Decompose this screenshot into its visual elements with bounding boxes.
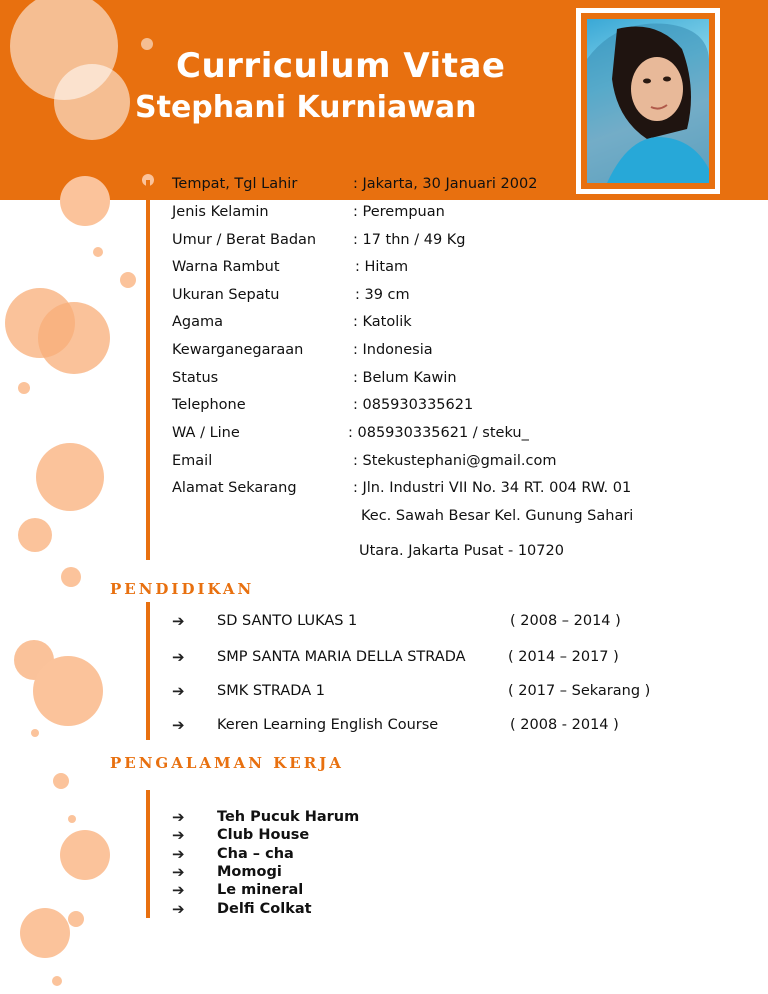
person-name: Stephani Kurniawan — [135, 90, 477, 125]
arrow-icon: ➔ — [172, 808, 185, 826]
info-value-status: : Belum Kawin — [353, 370, 457, 386]
info-value-hair: : Hitam — [355, 259, 409, 275]
work-item: Le mineral — [217, 882, 304, 898]
info-label-age-weight: Umur / Berat Badan — [172, 232, 317, 248]
decor-circle — [120, 272, 136, 288]
decor-circle — [18, 382, 30, 394]
info-label-gender: Jenis Kelamin — [172, 204, 269, 220]
decor-circle — [141, 38, 153, 50]
arrow-icon: ➔ — [172, 716, 185, 734]
cv-title: Curriculum Vitae — [176, 46, 506, 86]
info-label-shoe: Ukuran Sepatu — [172, 287, 280, 303]
arrow-icon: ➔ — [172, 863, 185, 881]
decor-circle — [68, 815, 76, 823]
info-label-email: Email — [172, 453, 213, 469]
arrow-icon: ➔ — [172, 648, 185, 666]
decor-circle — [18, 518, 52, 552]
info-value-religion: : Katolik — [353, 314, 412, 330]
decor-circle — [60, 830, 110, 880]
info-value-email: : Stekustephani@gmail.com — [353, 453, 557, 469]
decor-circle — [31, 729, 39, 737]
info-value-wa-line: : 085930335621 / steku_ — [348, 425, 529, 441]
decor-circle — [33, 656, 103, 726]
address-line-3: Utara. Jakarta Pusat - 10720 — [359, 543, 564, 559]
info-label-birth: Tempat, Tgl Lahir — [172, 176, 298, 192]
decor-circle — [61, 567, 81, 587]
work-item: Momogi — [217, 864, 282, 880]
decor-circle — [93, 247, 103, 257]
education-school: SMK STRADA 1 — [217, 683, 325, 699]
decor-circle — [68, 911, 84, 927]
decor-circle — [38, 302, 110, 374]
decor-circle — [60, 176, 110, 226]
decor-circle — [36, 443, 104, 511]
education-years: ( 2008 – 2014 ) — [510, 613, 621, 629]
info-value-gender: : Perempuan — [353, 204, 445, 220]
education-school: SD SANTO LUKAS 1 — [217, 613, 358, 629]
decor-circle — [53, 773, 69, 789]
info-label-wa-line: WA / Line — [172, 425, 240, 441]
info-label-telephone: Telephone — [172, 397, 246, 413]
profile-photo — [587, 19, 709, 183]
info-label-status: Status — [172, 370, 219, 386]
address-line-2: Kec. Sawah Besar Kel. Gunung Sahari — [361, 508, 634, 524]
arrow-icon: ➔ — [172, 881, 185, 899]
info-accent-bar — [146, 180, 150, 560]
arrow-icon: ➔ — [172, 845, 185, 863]
info-value-address: : Jln. Industri VII No. 34 RT. 004 RW. 01 — [353, 480, 632, 496]
info-value-telephone: : 085930335621 — [353, 397, 474, 413]
info-value-age-weight: : 17 thn / 49 Kg — [353, 232, 466, 248]
profile-photo-frame — [576, 8, 720, 194]
work-item: Teh Pucuk Harum — [217, 809, 360, 825]
profile-photo-border — [581, 13, 715, 189]
info-label-address: Alamat Sekarang — [172, 480, 297, 496]
info-label-citizenship: Kewarganegaraan — [172, 342, 304, 358]
info-value-citizenship: : Indonesia — [353, 342, 433, 358]
work-item: Delfi Colkat — [217, 901, 312, 917]
experience-accent-bar — [146, 790, 150, 918]
decor-circle — [54, 64, 130, 140]
decor-circle — [20, 908, 70, 958]
decor-circle — [52, 976, 62, 986]
arrow-icon: ➔ — [172, 612, 185, 630]
arrow-icon: ➔ — [172, 900, 185, 918]
info-value-birth: : Jakarta, 30 Januari 2002 — [353, 176, 538, 192]
experience-heading: PENGALAMAN KERJA — [110, 754, 344, 772]
work-item: Cha – cha — [217, 846, 294, 862]
education-years: ( 2017 – Sekarang ) — [508, 683, 651, 699]
info-label-religion: Agama — [172, 314, 224, 330]
education-years: ( 2014 – 2017 ) — [508, 649, 619, 665]
education-school: SMP SANTA MARIA DELLA STRADA — [217, 649, 466, 665]
arrow-icon: ➔ — [172, 682, 185, 700]
info-label-hair: Warna Rambut — [172, 259, 280, 275]
info-value-shoe: : 39 cm — [355, 287, 410, 303]
education-heading: PENDIDIKAN — [110, 580, 255, 598]
arrow-icon: ➔ — [172, 826, 185, 844]
education-years: ( 2008 - 2014 ) — [510, 717, 619, 733]
education-accent-bar — [146, 602, 150, 740]
education-school: Keren Learning English Course — [217, 717, 439, 733]
work-item: Club House — [217, 827, 310, 843]
